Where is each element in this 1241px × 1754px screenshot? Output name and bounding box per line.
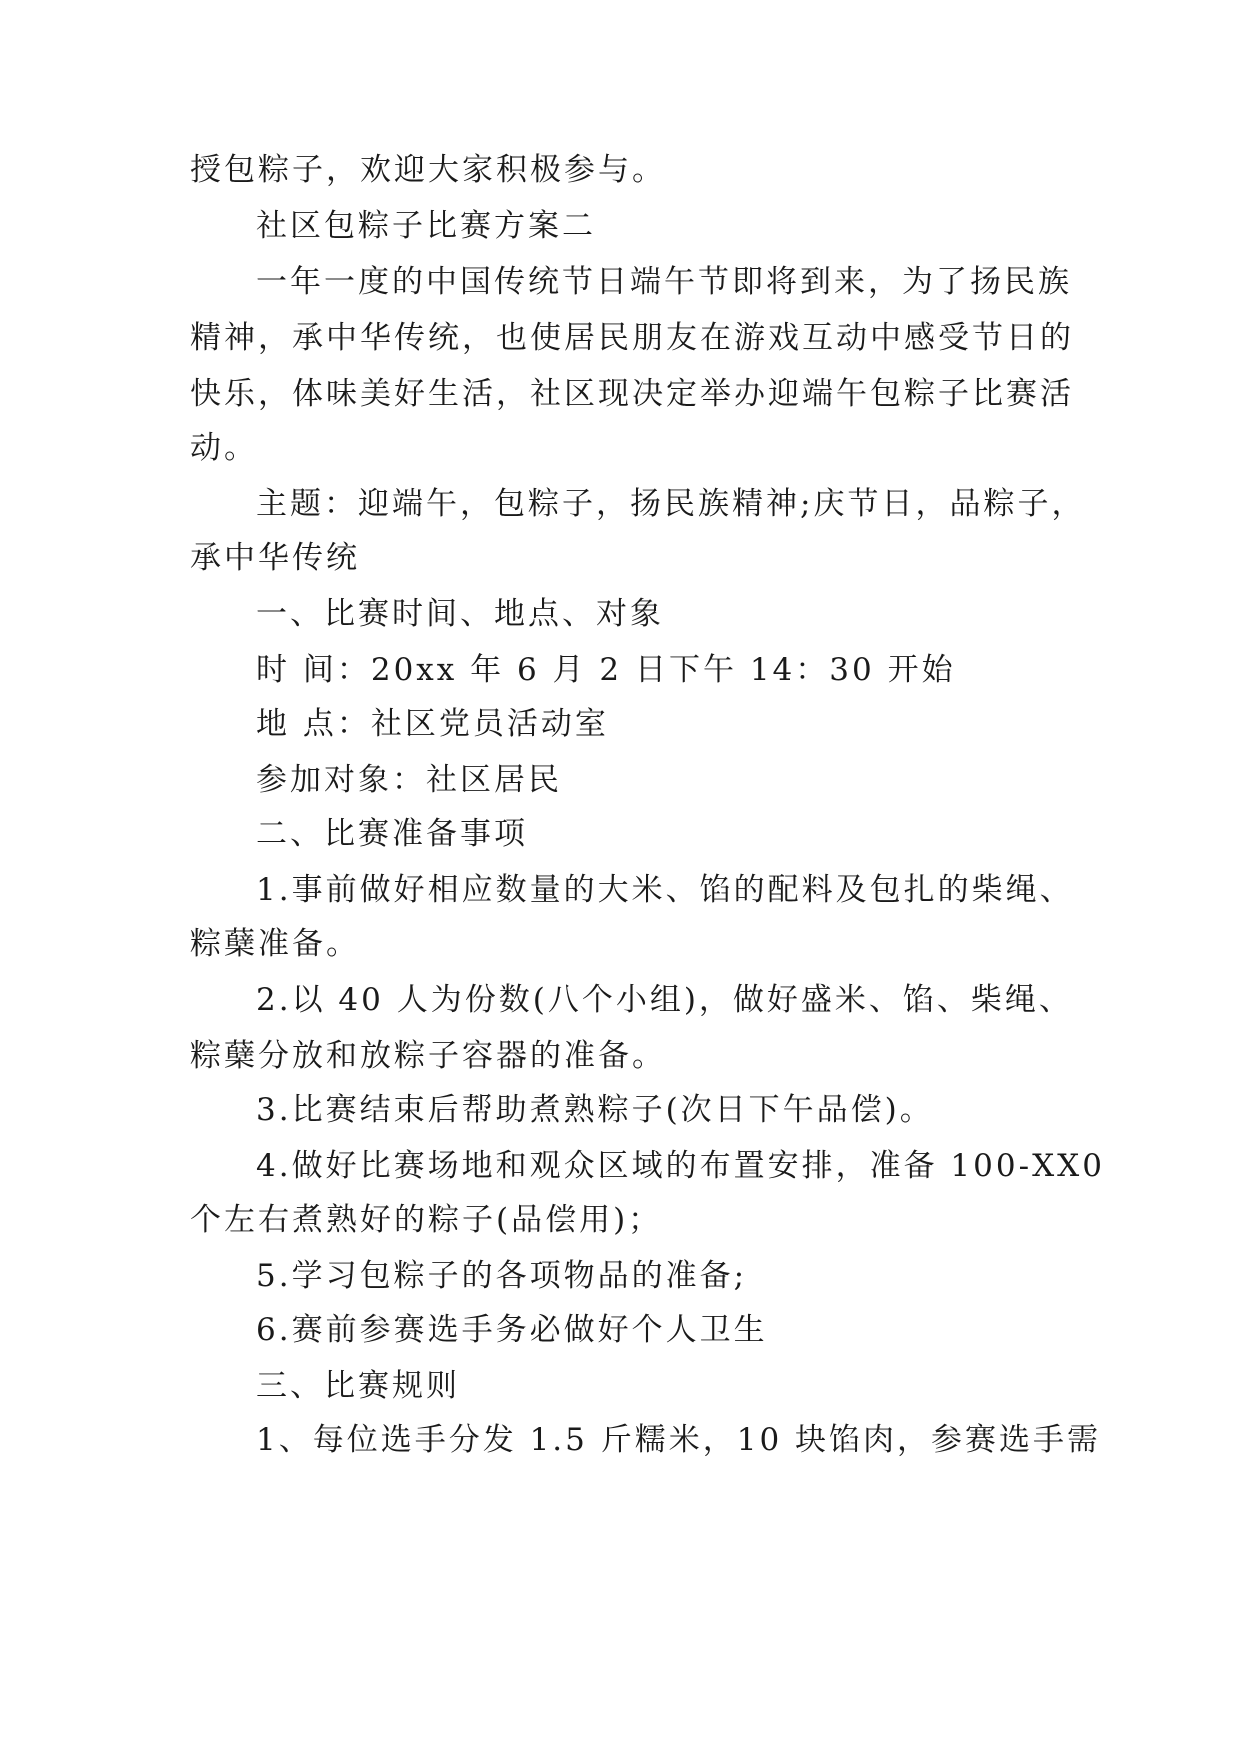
prep-item-4: 4.做好比赛场地和观众区域的布置安排，准备 100-XX0: [256, 1148, 1105, 1184]
prep-item-1-cont: 粽蘖准备。: [190, 926, 360, 962]
theme-line: 主题：迎端午，包粽子，扬民族精神;庆节日，品粽子，: [256, 486, 1086, 522]
text-line-4: 精神，承中华传统，也使居民朋友在游戏互动中感受节日的: [190, 320, 1074, 356]
text-line-3: 一年一度的中国传统节日端午节即将到来，为了扬民族: [256, 264, 1072, 300]
heading-time-place: 一、比赛时间、地点、对象: [256, 596, 664, 632]
prep-item-1: 1.事前做好相应数量的大米、馅的配料及包扎的柴绳、: [256, 872, 1074, 908]
prep-item-4-cont: 个左右煮熟好的粽子(品偿用)；: [190, 1202, 663, 1238]
time-line: 时 间：20xx 年 6 月 2 日下午 14：30 开始: [256, 652, 956, 688]
text-line-1: 授包粽子，欢迎大家积极参与。: [190, 152, 666, 188]
prep-item-3: 3.比赛结束后帮助煮熟粽子(次日下午品偿)。: [256, 1092, 934, 1128]
prep-item-5: 5.学习包粽子的各项物品的准备;: [256, 1258, 748, 1294]
theme-line-cont: 承中华传统: [190, 540, 360, 576]
section-title-plan-two: 社区包粽子比赛方案二: [256, 208, 596, 244]
prep-item-2: 2.以 40 人为份数(八个小组)，做好盛米、馅、柴绳、: [256, 982, 1073, 1018]
text-line-5: 快乐，体味美好生活，社区现决定举办迎端午包粽子比赛活: [190, 376, 1074, 412]
participants-line: 参加对象：社区居民: [256, 762, 562, 798]
prep-item-2-cont: 粽蘖分放和放粽子容器的准备。: [190, 1038, 666, 1074]
heading-rules: 三、比赛规则: [256, 1368, 460, 1404]
place-line: 地 点：社区党员活动室: [256, 706, 609, 742]
heading-preparation: 二、比赛准备事项: [256, 816, 528, 852]
text-line-6: 动。: [190, 430, 258, 466]
rule-item-1: 1、每位选手分发 1.5 斤糯米，10 块馅肉，参赛选手需: [256, 1422, 1102, 1458]
prep-item-6: 6.赛前参赛选手务必做好个人卫生: [256, 1312, 768, 1348]
